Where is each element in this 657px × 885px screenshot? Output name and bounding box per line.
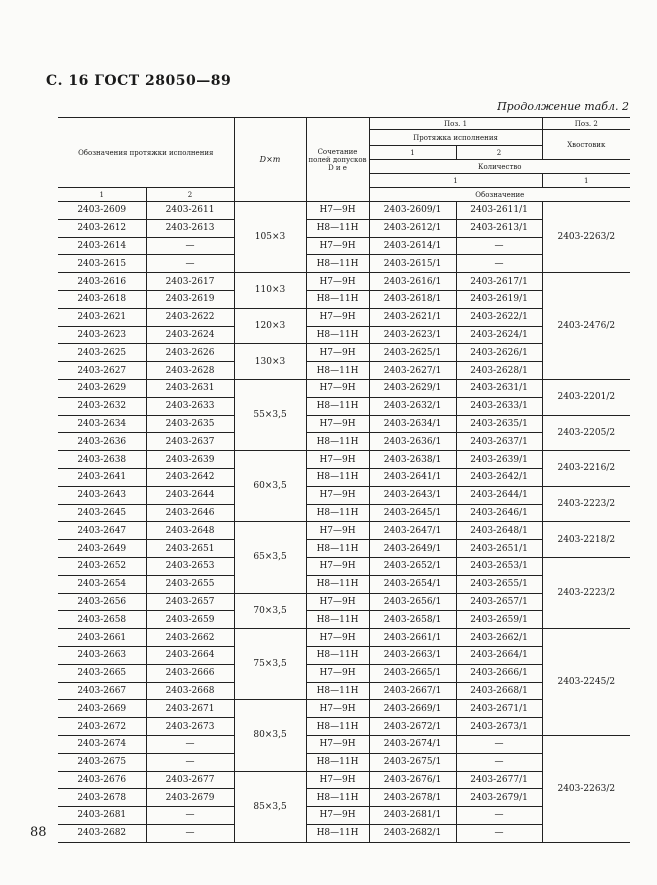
page-header: С. 16 ГОСТ 28050—89 xyxy=(46,73,232,89)
tolerance-cell: Н7—9Н xyxy=(306,344,369,362)
pos1-exec2-designation: 2403-2653/1 xyxy=(456,557,542,575)
pos1-exec2-designation: 2403-2633/1 xyxy=(456,397,542,415)
pos1-exec2-designation: 2403-2657/1 xyxy=(456,593,542,611)
table-continuation-label: Продолжение табл. 2 xyxy=(497,100,629,113)
table-row xyxy=(58,557,630,575)
dimension-cell: 85×3,5 xyxy=(234,771,306,842)
pos1-exec2-designation: 2403-2673/1 xyxy=(456,718,542,736)
execution-1-header: 1 xyxy=(369,146,456,160)
exec1-designation: 2403-2669 xyxy=(58,700,146,718)
exec2-designation: 2403-2659 xyxy=(146,611,234,629)
tolerance-combination-header: Сочетание полей допусков D и e xyxy=(306,118,369,202)
tolerance-cell: Н7—9Н xyxy=(306,557,369,575)
tolerance-cell: Н7—9Н xyxy=(306,735,369,753)
pos1-exec2-designation: 2403-2671/1 xyxy=(456,700,542,718)
exec2-designation: — xyxy=(146,824,234,842)
shank-designation: 2403-2216/2 xyxy=(542,451,630,487)
tolerance-cell: Н8—11Н xyxy=(306,611,369,629)
exec1-designation: 2403-2652 xyxy=(58,557,146,575)
pos1-exec1-designation: 2403-2665/1 xyxy=(369,664,456,682)
pos1-exec1-designation: 2403-2656/1 xyxy=(369,593,456,611)
pos1-exec1-designation: 2403-2681/1 xyxy=(369,807,456,825)
pos1-exec1-designation: 2403-2678/1 xyxy=(369,789,456,807)
dimension-cell: 110×3 xyxy=(234,273,306,309)
tolerance-cell: Н7—9Н xyxy=(306,486,369,504)
pos1-exec2-designation: 2403-2664/1 xyxy=(456,646,542,664)
exec2-designation: 2403-2613 xyxy=(146,219,234,237)
pos1-exec2-designation: 2403-2639/1 xyxy=(456,451,542,469)
exec1-designation: 2403-2676 xyxy=(58,771,146,789)
pos1-exec1-designation: 2403-2652/1 xyxy=(369,557,456,575)
pos1-exec1-designation: 2403-2634/1 xyxy=(369,415,456,433)
tolerance-cell: Н8—11Н xyxy=(306,824,369,842)
shank-designation: 2403-2201/2 xyxy=(542,379,630,415)
dxm-header: D×m xyxy=(234,118,306,202)
broach-execution-header: Протяжка исполнения xyxy=(369,130,542,146)
dimension-cell: 120×3 xyxy=(234,308,306,344)
pos1-exec2-designation: 2403-2635/1 xyxy=(456,415,542,433)
shank-designation: 2403-2263/2 xyxy=(542,735,630,842)
dimension-cell: 70×3,5 xyxy=(234,593,306,629)
tolerance-cell: Н7—9Н xyxy=(306,522,369,540)
pos1-exec1-designation: 2403-2647/1 xyxy=(369,522,456,540)
exec1-designation: 2403-2643 xyxy=(58,486,146,504)
tolerance-cell: Н8—11Н xyxy=(306,468,369,486)
pos1-exec2-designation: 2403-2626/1 xyxy=(456,344,542,362)
tolerance-cell: Н7—9Н xyxy=(306,771,369,789)
exec1-designation: 2403-2618 xyxy=(58,290,146,308)
exec1-designation: 2403-2645 xyxy=(58,504,146,522)
table-row xyxy=(58,629,630,647)
tolerance-cell: Н7—9Н xyxy=(306,202,369,220)
pos1-exec2-designation: 2403-2646/1 xyxy=(456,504,542,522)
pos1-exec2-designation: 2403-2679/1 xyxy=(456,789,542,807)
exec2-designation: 2403-2624 xyxy=(146,326,234,344)
quantity-header: Количество xyxy=(369,160,630,174)
broach-table xyxy=(58,117,630,843)
pos1-exec1-designation: 2403-2614/1 xyxy=(369,237,456,255)
pos1-exec1-designation: 2403-2616/1 xyxy=(369,273,456,291)
tolerance-cell: Н8—11Н xyxy=(306,362,369,380)
shank-designation: 2403-2218/2 xyxy=(542,522,630,558)
exec1-designation: 2403-2623 xyxy=(58,326,146,344)
exec2-designation: 2403-2644 xyxy=(146,486,234,504)
exec1-designation: 2403-2629 xyxy=(58,379,146,397)
pos1-exec1-designation: 2403-2638/1 xyxy=(369,451,456,469)
pos1-exec2-designation: — xyxy=(456,255,542,273)
exec1-designation: 2403-2672 xyxy=(58,718,146,736)
exec1-designation: 2403-2682 xyxy=(58,824,146,842)
tolerance-cell: Н7—9Н xyxy=(306,593,369,611)
pos1-exec2-designation: 2403-2651/1 xyxy=(456,540,542,558)
exec1-designation: 2403-2647 xyxy=(58,522,146,540)
shank-designation: 2403-2223/2 xyxy=(542,557,630,628)
exec2-designation: — xyxy=(146,237,234,255)
exec2-designation: 2403-2622 xyxy=(146,308,234,326)
exec1-designation: 2403-2615 xyxy=(58,255,146,273)
dimension-cell: 130×3 xyxy=(234,344,306,380)
exec1-designation: 2403-2614 xyxy=(58,237,146,255)
pos1-exec1-designation: 2403-2672/1 xyxy=(369,718,456,736)
quantity-pos2-value: 1 xyxy=(542,174,630,188)
table-row xyxy=(58,379,630,397)
tolerance-cell: Н8—11Н xyxy=(306,682,369,700)
exec1-designation: 2403-2641 xyxy=(58,468,146,486)
exec2-designation: 2403-2662 xyxy=(146,629,234,647)
table-row xyxy=(58,415,630,433)
pos1-exec1-designation: 2403-2612/1 xyxy=(369,219,456,237)
exec2-designation: 2403-2611 xyxy=(146,202,234,220)
designation-group-header: Обозначения протяжки исполнения xyxy=(58,118,234,188)
tolerance-cell: Н8—11Н xyxy=(306,290,369,308)
exec2-designation: 2403-2637 xyxy=(146,433,234,451)
pos1-exec1-designation: 2403-2682/1 xyxy=(369,824,456,842)
tolerance-cell: Н7—9Н xyxy=(306,664,369,682)
exec2-designation: 2403-2668 xyxy=(146,682,234,700)
exec2-designation: 2403-2655 xyxy=(146,575,234,593)
pos1-exec2-designation: 2403-2662/1 xyxy=(456,629,542,647)
column-1-number: 1 xyxy=(58,188,146,202)
pos1-exec1-designation: 2403-2636/1 xyxy=(369,433,456,451)
exec1-designation: 2403-2621 xyxy=(58,308,146,326)
exec1-designation: 2403-2634 xyxy=(58,415,146,433)
exec2-designation: — xyxy=(146,255,234,273)
exec1-designation: 2403-2632 xyxy=(58,397,146,415)
pos1-exec2-designation: 2403-2628/1 xyxy=(456,362,542,380)
pos1-exec1-designation: 2403-2632/1 xyxy=(369,397,456,415)
tolerance-cell: Н8—11Н xyxy=(306,789,369,807)
exec2-designation: 2403-2666 xyxy=(146,664,234,682)
shank-designation: 2403-2245/2 xyxy=(542,629,630,736)
pos1-exec2-designation: — xyxy=(456,807,542,825)
pos1-exec1-designation: 2403-2627/1 xyxy=(369,362,456,380)
exec2-designation: 2403-2619 xyxy=(146,290,234,308)
pos1-exec2-designation: — xyxy=(456,824,542,842)
tolerance-cell: Н8—11Н xyxy=(306,753,369,771)
tolerance-cell: Н8—11Н xyxy=(306,255,369,273)
pos1-exec1-designation: 2403-2674/1 xyxy=(369,735,456,753)
exec2-designation: 2403-2626 xyxy=(146,344,234,362)
exec1-designation: 2403-2616 xyxy=(58,273,146,291)
dimension-cell: 75×3,5 xyxy=(234,629,306,700)
pos1-exec1-designation: 2403-2675/1 xyxy=(369,753,456,771)
exec2-designation: 2403-2617 xyxy=(146,273,234,291)
exec1-designation: 2403-2649 xyxy=(58,540,146,558)
pos1-exec2-designation: 2403-2631/1 xyxy=(456,379,542,397)
table-row xyxy=(58,451,630,469)
pos1-exec1-designation: 2403-2621/1 xyxy=(369,308,456,326)
exec2-designation: 2403-2653 xyxy=(146,557,234,575)
shank-designation: 2403-2476/2 xyxy=(542,273,630,380)
dimension-cell: 65×3,5 xyxy=(234,522,306,593)
exec2-designation: — xyxy=(146,807,234,825)
pos1-exec1-designation: 2403-2649/1 xyxy=(369,540,456,558)
tolerance-cell: Н7—9Н xyxy=(306,451,369,469)
table-row xyxy=(58,735,630,753)
pos1-exec2-designation: 2403-2619/1 xyxy=(456,290,542,308)
exec1-designation: 2403-2667 xyxy=(58,682,146,700)
tolerance-cell: Н7—9Н xyxy=(306,308,369,326)
pos1-exec1-designation: 2403-2615/1 xyxy=(369,255,456,273)
dimension-cell: 105×3 xyxy=(234,202,306,273)
pos1-exec1-designation: 2403-2658/1 xyxy=(369,611,456,629)
column-2-number: 2 xyxy=(146,188,234,202)
exec1-designation: 2403-2636 xyxy=(58,433,146,451)
pos1-exec2-designation: 2403-2668/1 xyxy=(456,682,542,700)
pos1-exec1-designation: 2403-2645/1 xyxy=(369,504,456,522)
pos1-exec1-designation: 2403-2654/1 xyxy=(369,575,456,593)
pos1-exec2-designation: 2403-2637/1 xyxy=(456,433,542,451)
table-row xyxy=(58,486,630,504)
tolerance-cell: Н8—11Н xyxy=(306,219,369,237)
exec1-designation: 2403-2609 xyxy=(58,202,146,220)
exec2-designation: 2403-2651 xyxy=(146,540,234,558)
pos1-header: Поз. 1 xyxy=(369,118,542,130)
exec1-designation: 2403-2625 xyxy=(58,344,146,362)
exec1-designation: 2403-2612 xyxy=(58,219,146,237)
pos1-exec2-designation: — xyxy=(456,237,542,255)
pos1-exec2-designation: 2403-2644/1 xyxy=(456,486,542,504)
pos1-exec2-designation: 2403-2622/1 xyxy=(456,308,542,326)
exec2-designation: 2403-2657 xyxy=(146,593,234,611)
execution-2-header: 2 xyxy=(456,146,542,160)
pos1-exec2-designation: 2403-2611/1 xyxy=(456,202,542,220)
exec2-designation: 2403-2646 xyxy=(146,504,234,522)
pos1-exec1-designation: 2403-2676/1 xyxy=(369,771,456,789)
tolerance-cell: Н7—9Н xyxy=(306,237,369,255)
pos1-exec1-designation: 2403-2618/1 xyxy=(369,290,456,308)
tolerance-cell: Н8—11Н xyxy=(306,397,369,415)
tolerance-cell: Н7—9Н xyxy=(306,700,369,718)
exec2-designation: 2403-2679 xyxy=(146,789,234,807)
exec2-designation: — xyxy=(146,735,234,753)
pos1-exec2-designation: 2403-2655/1 xyxy=(456,575,542,593)
tolerance-cell: Н8—11Н xyxy=(306,433,369,451)
shank-designation: 2403-2205/2 xyxy=(542,415,630,451)
pos1-exec2-designation: 2403-2617/1 xyxy=(456,273,542,291)
exec1-designation: 2403-2654 xyxy=(58,575,146,593)
page-number: 88 xyxy=(30,825,47,840)
exec1-designation: 2403-2656 xyxy=(58,593,146,611)
dimension-cell: 55×3,5 xyxy=(234,379,306,450)
exec2-designation: 2403-2673 xyxy=(146,718,234,736)
exec2-designation: 2403-2633 xyxy=(146,397,234,415)
exec1-designation: 2403-2681 xyxy=(58,807,146,825)
tolerance-cell: Н7—9Н xyxy=(306,379,369,397)
pos1-exec1-designation: 2403-2609/1 xyxy=(369,202,456,220)
pos1-exec1-designation: 2403-2663/1 xyxy=(369,646,456,664)
tolerance-cell: Н7—9Н xyxy=(306,629,369,647)
exec2-designation: — xyxy=(146,753,234,771)
exec1-designation: 2403-2661 xyxy=(58,629,146,647)
pos1-exec1-designation: 2403-2629/1 xyxy=(369,379,456,397)
exec2-designation: 2403-2671 xyxy=(146,700,234,718)
tolerance-cell: Н8—11Н xyxy=(306,575,369,593)
pos1-exec1-designation: 2403-2625/1 xyxy=(369,344,456,362)
exec1-designation: 2403-2658 xyxy=(58,611,146,629)
tolerance-cell: Н7—9Н xyxy=(306,807,369,825)
exec1-designation: 2403-2675 xyxy=(58,753,146,771)
pos1-exec2-designation: 2403-2666/1 xyxy=(456,664,542,682)
pos1-exec2-designation: 2403-2642/1 xyxy=(456,468,542,486)
exec1-designation: 2403-2638 xyxy=(58,451,146,469)
exec2-designation: 2403-2642 xyxy=(146,468,234,486)
pos1-exec1-designation: 2403-2661/1 xyxy=(369,629,456,647)
exec2-designation: 2403-2628 xyxy=(146,362,234,380)
pos1-exec2-designation: 2403-2648/1 xyxy=(456,522,542,540)
designation-header: Обозначение xyxy=(369,188,630,202)
shank-designation: 2403-2223/2 xyxy=(542,486,630,522)
pos1-exec1-designation: 2403-2641/1 xyxy=(369,468,456,486)
exec1-designation: 2403-2674 xyxy=(58,735,146,753)
exec2-designation: 2403-2664 xyxy=(146,646,234,664)
exec1-designation: 2403-2665 xyxy=(58,664,146,682)
pos1-exec2-designation: 2403-2613/1 xyxy=(456,219,542,237)
pos1-exec2-designation: — xyxy=(456,735,542,753)
pos1-exec2-designation: — xyxy=(456,753,542,771)
exec1-designation: 2403-2627 xyxy=(58,362,146,380)
pos2-header: Поз. 2 xyxy=(542,118,630,130)
exec1-designation: 2403-2663 xyxy=(58,646,146,664)
quantity-pos1-value: 1 xyxy=(369,174,542,188)
pos1-exec1-designation: 2403-2643/1 xyxy=(369,486,456,504)
dimension-cell: 80×3,5 xyxy=(234,700,306,771)
pos1-exec1-designation: 2403-2669/1 xyxy=(369,700,456,718)
dimension-cell: 60×3,5 xyxy=(234,451,306,522)
pos1-exec1-designation: 2403-2623/1 xyxy=(369,326,456,344)
exec2-designation: 2403-2677 xyxy=(146,771,234,789)
shank-header: Хвостовик xyxy=(542,130,630,160)
exec2-designation: 2403-2635 xyxy=(146,415,234,433)
tolerance-cell: Н8—11Н xyxy=(306,646,369,664)
shank-designation: 2403-2263/2 xyxy=(542,202,630,273)
pos1-exec2-designation: 2403-2677/1 xyxy=(456,771,542,789)
tolerance-cell: Н8—11Н xyxy=(306,326,369,344)
exec1-designation: 2403-2678 xyxy=(58,789,146,807)
pos1-exec2-designation: 2403-2659/1 xyxy=(456,611,542,629)
pos1-exec1-designation: 2403-2667/1 xyxy=(369,682,456,700)
table-row xyxy=(58,273,630,291)
exec2-designation: 2403-2648 xyxy=(146,522,234,540)
tolerance-cell: Н7—9Н xyxy=(306,273,369,291)
pos1-exec2-designation: 2403-2624/1 xyxy=(456,326,542,344)
tolerance-cell: Н8—11Н xyxy=(306,504,369,522)
exec2-designation: 2403-2639 xyxy=(146,451,234,469)
exec2-designation: 2403-2631 xyxy=(146,379,234,397)
table-row xyxy=(58,202,630,220)
tolerance-cell: Н7—9Н xyxy=(306,415,369,433)
table-row xyxy=(58,522,630,540)
tolerance-cell: Н8—11Н xyxy=(306,540,369,558)
tolerance-cell: Н8—11Н xyxy=(306,718,369,736)
